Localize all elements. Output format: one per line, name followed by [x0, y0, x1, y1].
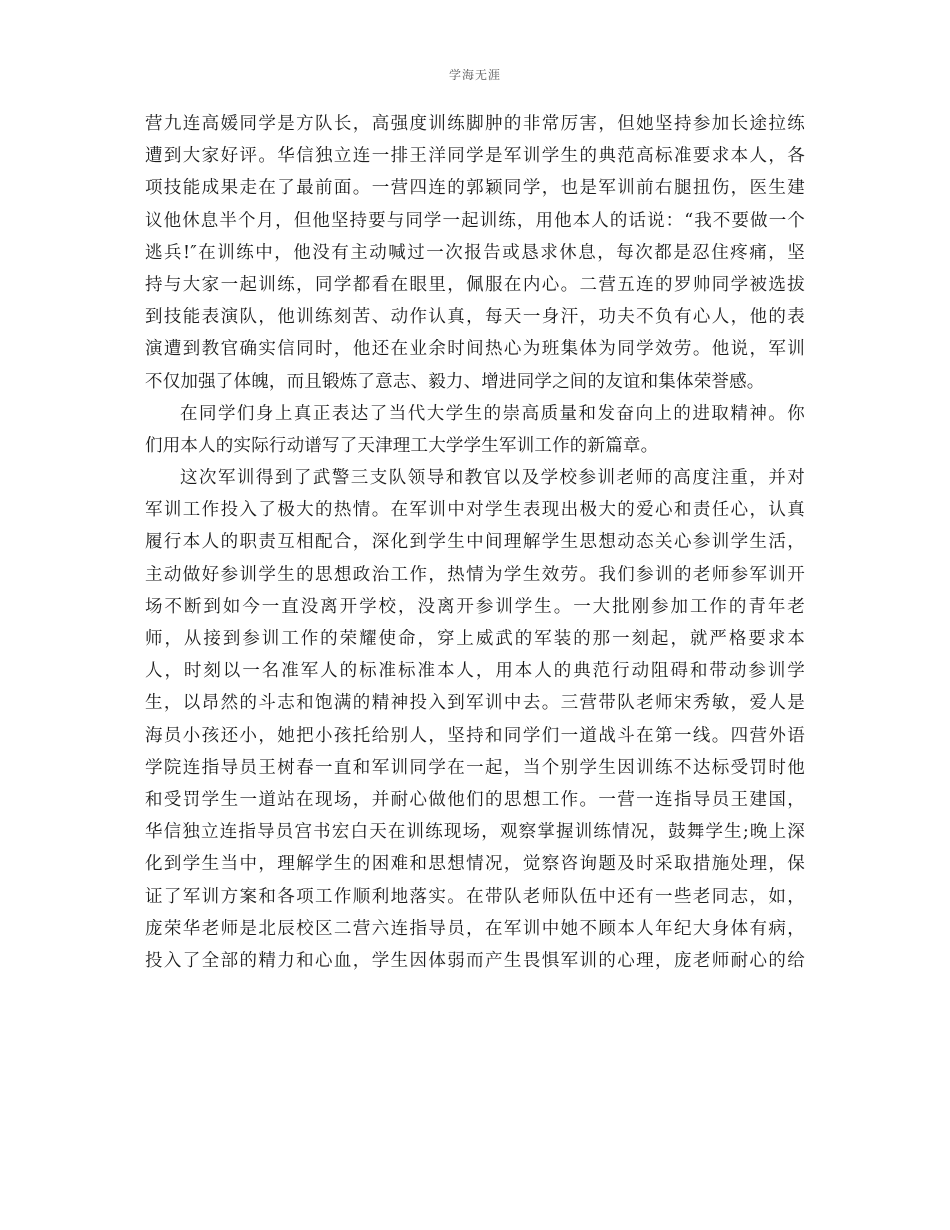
text-line: 到技能表演队，他训练刻苦、动作认真，每天一身汗，功夫不负有心人，他的表: [145, 307, 805, 328]
text-line: 这次军训得到了武警三支队领导和教官以及学校参训老师的高度注重，并对: [180, 468, 805, 489]
body-text: [145, 108, 805, 977]
text-line: 主动做好参训学生的思想政治工作，热情为学生效劳。我们参训的老师参军训开: [145, 564, 805, 585]
text-line: 军训工作投入了极大的热情。在军训中对学生表现出极大的爱心和责任心，认真: [145, 500, 805, 521]
text-line: 投入了全部的精力和心血，学生因体弱而产生畏惧军训的心理，庞老师耐心的给: [145, 950, 805, 971]
text-line: 们用本人的实际行动谱写了天津理工大学学生军训工作的新篇章。: [145, 435, 659, 456]
text-line: 演遭到教官确实信同时，他还在业余时间热心为班集体为同学效劳。他说，军训: [145, 339, 805, 360]
text-line: 在同学们身上真正表达了当代大学生的崇高质量和发奋向上的进取精神。你: [180, 403, 805, 424]
text-line: 师，从接到参训工作的荣耀使命，穿上威武的军装的那一刻起，就严格要求本: [145, 629, 805, 649]
text-line: 遭到大家好评。华信独立连一排王洋同学是军训学生的典范高标准要求本人，各: [145, 146, 805, 167]
text-line: 履行本人的职责互相配合，深化到学生中间理解学生思想动态关心参训学生活，: [145, 532, 805, 553]
text-line: 学院连指导员王树春一直和军训同学在一起，当个别学生因训练不达标受罚时他: [145, 757, 805, 778]
text-line: 庞荣华老师是北辰校区二营六连指导员，在军训中她不顾本人年纪大身体有病，: [145, 918, 805, 939]
text-line: 海员小孩还小，她把小孩托给别人，坚持和同学们一道战斗在第一线。四营外语: [145, 725, 805, 746]
text-line: 华信独立连指导员宫书宏白天在训练现场，观察掌握训练情况，鼓舞学生;晚上深: [145, 822, 805, 843]
text-line: 人，时刻以一名准军人的标准标准本人，用本人的典范行动阻碍和带动参训学: [145, 661, 805, 682]
text-line: 场不断到如今一直没离开学校，没离开参训学生。一大批刚参加工作的青年老: [145, 596, 805, 617]
text-line: 议他休息半个月，但他坚持要与同学一起训练，用他本人的话说：“我不要做一个: [145, 210, 805, 231]
text-line: 不仅加强了体魄，而且锻炼了意志、毅力、增进同学之间的友谊和集体荣誉感。: [145, 371, 765, 392]
text-line: 逃兵!″在训练中，他没有主动喊过一次报告或恳求休息，每次都是忍住疼痛，坚: [145, 242, 805, 263]
text-line: 生，以昂然的斗志和饱满的精神投入到军训中去。三营带队老师宋秀敏，爱人是: [145, 693, 805, 714]
text-line: 化到学生当中，理解学生的困难和思想情况，觉察咨询题及时采取措施处理，保: [145, 854, 805, 875]
text-line: 项技能成果走在了最前面。一营四连的郭颖同学，也是军训前右腿扭伤，医生建: [145, 178, 805, 199]
text-line: 营九连高媛同学是方队长，高强度训练脚肿的非常厉害，但她坚持参加长途拉练: [145, 114, 805, 134]
text-line: 和受罚学生一道站在现场，并耐心做他们的思想工作。一营一连指导员王建国，: [145, 789, 805, 810]
text-line: 持与大家一起训练，同学都看在眼里，佩服在内心。二营五连的罗帅同学被选拔: [145, 274, 805, 295]
page-header: 学海无涯: [448, 68, 501, 82]
text-line: 证了军训方案和各项工作顺利地落实。在带队老师队伍中还有一些老同志，如，: [145, 886, 805, 907]
